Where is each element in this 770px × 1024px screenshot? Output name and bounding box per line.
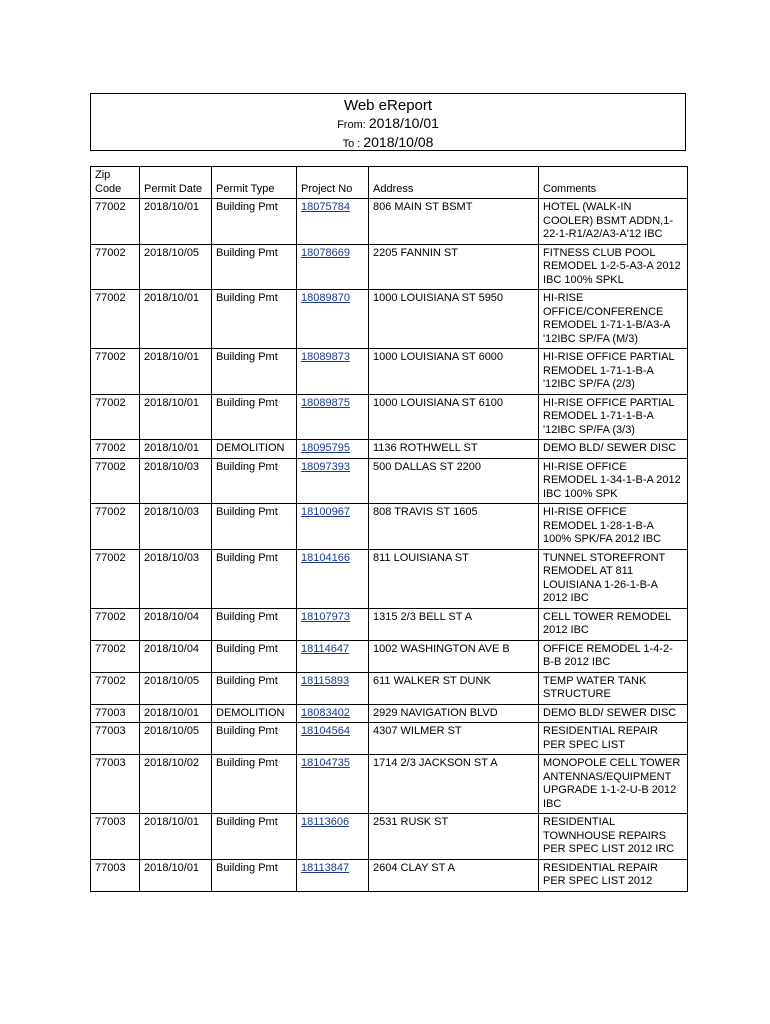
from-line [91, 115, 685, 134]
to-line [91, 134, 685, 153]
cell-permit-type: Building Pmt [212, 859, 297, 891]
from-label: From: [337, 119, 366, 131]
cell-project-no [297, 814, 369, 860]
cell-zip: 77002 [91, 440, 140, 459]
cell-address: 2531 RUSK ST [369, 814, 539, 860]
cell-zip: 77003 [91, 814, 140, 860]
cell-permit-date: 2018/10/01 [140, 349, 212, 395]
table-row [91, 440, 688, 459]
table-row [91, 290, 688, 349]
project-link[interactable]: 18100967 [301, 506, 350, 518]
cell-comments: FITNESS CLUB POOL REMODEL 1-2-5-A3-A 2012 IBC 100% SPKL [539, 244, 688, 290]
cell-address: 1315 2/3 BELL ST A [369, 608, 539, 640]
cell-comments: RESIDENTIAL TOWNHOUSE REPAIRS PER SPEC LIST 2012 IRC [539, 814, 688, 860]
cell-address: 2604 CLAY ST A [369, 859, 539, 891]
project-link[interactable]: 18115893 [301, 674, 350, 687]
table-row [91, 859, 688, 891]
cell-permit-type: Building Pmt [212, 290, 297, 349]
project-link[interactable]: 18075784 [301, 201, 350, 213]
cell-permit-type: DEMOLITION [212, 440, 297, 459]
cell-project-no [297, 640, 369, 672]
cell-permit-type: Building Pmt [212, 244, 297, 290]
cell-address: 1000 LOUISIANA ST 6100 [369, 394, 539, 440]
cell-comments: HI-RISE OFFICE/CONFERENCE REMODEL 1-71-1-B/A3-A '12IBC SP/FA (M/3) [539, 290, 688, 349]
table-row [91, 244, 688, 290]
cell-permit-type: DEMOLITION [212, 704, 297, 723]
from-date: 2018/10/01 [368, 115, 439, 131]
cell-zip: 77002 [91, 349, 140, 395]
cell-project-no [297, 672, 369, 704]
cell-comments: HI-RISE OFFICE REMODEL 1-28-1-B-A 100% SPK/FA 2012 IBC [539, 504, 688, 550]
col-header-permit-type: Permit Type [212, 167, 297, 199]
cell-address: 806 MAIN ST BSMT [369, 199, 539, 245]
cell-project-no [297, 290, 369, 349]
cell-permit-date: 2018/10/03 [140, 549, 212, 608]
cell-address: 2929 NAVIGATION BLVD [369, 704, 539, 723]
cell-zip: 77002 [91, 199, 140, 245]
cell-comments: RESIDENTIAL REPAIR PER SPEC LIST 2012 [539, 859, 688, 891]
cell-address: 500 DALLAS ST 2200 [369, 458, 539, 504]
cell-project-no [297, 440, 369, 459]
cell-permit-type: Building Pmt [212, 672, 297, 704]
project-link[interactable]: 18114647 [301, 642, 350, 655]
cell-permit-type: Building Pmt [212, 549, 297, 608]
cell-permit-date: 2018/10/01 [140, 814, 212, 860]
cell-project-no [297, 549, 369, 608]
cell-zip: 77002 [91, 244, 140, 290]
project-link[interactable]: 18089875 [301, 396, 350, 409]
cell-permit-type: Building Pmt [212, 458, 297, 504]
cell-address: 2205 FANNIN ST [369, 244, 539, 290]
cell-permit-type: Building Pmt [212, 504, 297, 550]
project-link[interactable]: 18095795 [301, 442, 350, 454]
cell-comments: OFFICE REMODEL 1-4-2-B-B 2012 IBC [539, 640, 688, 672]
cell-comments: RESIDENTIAL REPAIR PER SPEC LIST [539, 723, 688, 755]
project-link[interactable]: 18078669 [301, 246, 350, 259]
table-row [91, 549, 688, 608]
cell-comments: TUNNEL STOREFRONT REMODEL AT 811 LOUISIANA 1-26-1-B-A 2012 IBC [539, 549, 688, 608]
cell-address: 1000 LOUISIANA ST 5950 [369, 290, 539, 349]
cell-permit-date: 2018/10/03 [140, 504, 212, 550]
permit-table [90, 166, 688, 892]
cell-zip: 77003 [91, 755, 140, 814]
table-row [91, 394, 688, 440]
cell-permit-date: 2018/10/05 [140, 244, 212, 290]
cell-zip: 77002 [91, 640, 140, 672]
col-header-zip: Zip Code [91, 167, 140, 199]
cell-comments: DEMO BLD/ SEWER DISC [539, 704, 688, 723]
project-link[interactable]: 18113847 [301, 861, 350, 874]
cell-zip: 77002 [91, 458, 140, 504]
cell-permit-date: 2018/10/02 [140, 755, 212, 814]
cell-permit-type: Building Pmt [212, 199, 297, 245]
cell-permit-type: Building Pmt [212, 640, 297, 672]
table-row [91, 755, 688, 814]
cell-zip: 77002 [91, 394, 140, 440]
table-row [91, 672, 688, 704]
cell-permit-date: 2018/10/01 [140, 199, 212, 245]
cell-zip: 77003 [91, 859, 140, 891]
cell-project-no [297, 608, 369, 640]
cell-permit-date: 2018/10/03 [140, 458, 212, 504]
cell-comments: HOTEL (WALK-IN COOLER) BSMT ADDN,1-22-1-R1/A2/A3-A'12 IBC [539, 199, 688, 245]
cell-permit-date: 2018/10/01 [140, 394, 212, 440]
project-link[interactable]: 18089873 [301, 351, 350, 363]
table-row [91, 814, 688, 860]
cell-comments: MONOPOLE CELL TOWER ANTENNAS/EQUIPMENT UPGRADE 1-1-2-U-B 2012 IBC [539, 755, 688, 814]
table-row [91, 349, 688, 395]
cell-permit-date: 2018/10/01 [140, 704, 212, 723]
cell-permit-date: 2018/10/04 [140, 608, 212, 640]
table-row [91, 608, 688, 640]
cell-zip: 77003 [91, 723, 140, 755]
cell-project-no [297, 755, 369, 814]
cell-permit-date: 2018/10/01 [140, 290, 212, 349]
cell-permit-type: Building Pmt [212, 814, 297, 860]
report-title: Web eReport [343, 97, 433, 114]
cell-zip: 77002 [91, 549, 140, 608]
cell-project-no [297, 244, 369, 290]
project-link[interactable]: 18097393 [301, 460, 350, 473]
project-link[interactable]: 18104166 [301, 551, 350, 564]
col-header-address: Address [369, 167, 539, 199]
cell-address: 811 LOUISIANA ST [369, 549, 539, 608]
cell-address: 1000 LOUISIANA ST 6000 [369, 349, 539, 395]
cell-address: 4307 WILMER ST [369, 723, 539, 755]
table-row [91, 704, 688, 723]
cell-address: 1002 WASHINGTON AVE B [369, 640, 539, 672]
cell-project-no [297, 458, 369, 504]
cell-zip: 77002 [91, 608, 140, 640]
cell-project-no [297, 859, 369, 891]
project-link[interactable]: 18083402 [301, 706, 350, 719]
cell-zip: 77002 [91, 290, 140, 349]
cell-comments: CELL TOWER REMODEL 2012 IBC [539, 608, 688, 640]
to-label: To : [342, 138, 361, 150]
cell-address: 611 WALKER ST DUNK [369, 672, 539, 704]
cell-permit-date: 2018/10/05 [140, 672, 212, 704]
cell-permit-type: Building Pmt [212, 349, 297, 395]
cell-address: 1136 ROTHWELL ST [369, 440, 539, 459]
table-row [91, 723, 688, 755]
cell-permit-type: Building Pmt [212, 723, 297, 755]
project-link[interactable]: 18104735 [301, 757, 350, 769]
col-header-project-no: Project No [297, 167, 369, 199]
cell-address: 1714 2/3 JACKSON ST A [369, 755, 539, 814]
cell-comments: DEMO BLD/ SEWER DISC [539, 440, 688, 459]
cell-permit-date: 2018/10/01 [140, 859, 212, 891]
cell-permit-date: 2018/10/04 [140, 640, 212, 672]
cell-project-no [297, 704, 369, 723]
project-link[interactable]: 18104564 [301, 725, 350, 737]
cell-project-no [297, 504, 369, 550]
table-header-row [91, 167, 688, 199]
cell-permit-type: Building Pmt [212, 394, 297, 440]
to-date: 2018/10/08 [363, 134, 434, 150]
cell-project-no [297, 199, 369, 245]
cell-project-no [297, 349, 369, 395]
project-link[interactable]: 18089870 [301, 292, 350, 304]
cell-comments: HI-RISE OFFICE PARTIAL REMODEL 1-71-1-B-A '12IBC SP/FA (2/3) [539, 349, 688, 395]
cell-permit-date: 2018/10/01 [140, 440, 212, 459]
cell-comments: TEMP WATER TANK STRUCTURE [539, 672, 688, 704]
cell-comments: HI-RISE OFFICE PARTIAL REMODEL 1-71-1-B-A '12IBC SP/FA (3/3) [539, 394, 688, 440]
cell-permit-date: 2018/10/05 [140, 723, 212, 755]
cell-zip: 77003 [91, 704, 140, 723]
table-row [91, 458, 688, 504]
col-header-comments: Comments [539, 167, 688, 199]
table-row [91, 504, 688, 550]
cell-permit-type: Building Pmt [212, 755, 297, 814]
cell-zip: 77002 [91, 672, 140, 704]
page-bottom-margin [0, 921, 770, 1024]
report-header [90, 93, 686, 151]
project-link[interactable]: 18113606 [301, 816, 350, 828]
cell-address: 808 TRAVIS ST 1605 [369, 504, 539, 550]
table-body [91, 199, 688, 892]
cell-zip: 77002 [91, 504, 140, 550]
cell-comments: HI-RISE OFFICE REMODEL 1-34-1-B-A 2012 IBC 100% SPK [539, 458, 688, 504]
col-header-permit-date: Permit Date [140, 167, 212, 199]
cell-project-no [297, 394, 369, 440]
table-row [91, 640, 688, 672]
cell-permit-type: Building Pmt [212, 608, 297, 640]
cell-project-no [297, 723, 369, 755]
table-row [91, 199, 688, 245]
project-link[interactable]: 18107973 [301, 610, 350, 623]
